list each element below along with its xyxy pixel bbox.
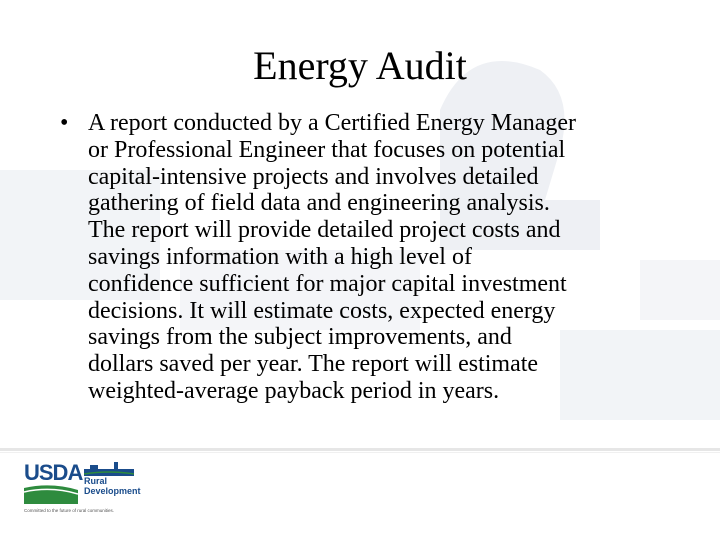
usda-rural-development-logo	[24, 460, 144, 520]
bullet-list	[60, 110, 675, 405]
bullet-line: or Professional Engineer that focuses on potential	[88, 136, 566, 163]
footer-divider	[0, 448, 720, 451]
rd-line-2: Development	[84, 486, 141, 496]
usda-swoosh-icon	[24, 484, 78, 504]
bullet-line: savings from the subject improvements, and	[88, 324, 512, 351]
bullet-line: A report conducted by a Certified Energy Manager	[88, 110, 577, 136]
slide-title: Energy Audit	[253, 43, 467, 88]
bullet-line: gathering of field data and engineering analysis.	[88, 190, 550, 217]
bullet-line: The report will provide detailed project costs and	[88, 217, 561, 244]
bullet-line: weighted-average payback period in years.	[88, 377, 500, 404]
bullet-line: confidence sufficient for major capital investment	[88, 270, 567, 297]
bullet-line: capital-intensive projects and involves detailed	[88, 163, 539, 190]
usda-wordmark: USDA	[24, 460, 83, 485]
bullet-marker: •	[60, 110, 69, 136]
bullet-line: savings information with a high level of	[88, 243, 472, 270]
bullet-line: dollars saved per year. The report will estimate	[88, 351, 539, 378]
logo-tagline: Committed to the future of rural communities.	[24, 508, 115, 513]
footer-divider-thin	[0, 452, 720, 453]
rural-development-skyline-icon	[84, 462, 134, 476]
bullet-line: decisions. It will estimate costs, expected energy	[88, 297, 556, 324]
bullet-item	[60, 110, 675, 405]
rd-line-1: Rural	[84, 476, 108, 486]
rural-development-wordmark	[84, 476, 164, 496]
